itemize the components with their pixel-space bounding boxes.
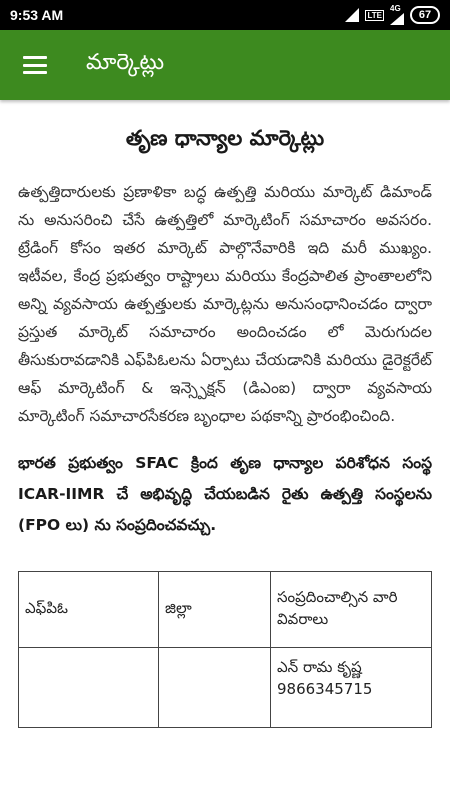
- app-bar: [0, 30, 450, 100]
- battery-level: 67: [418, 9, 432, 21]
- battery-icon: [410, 6, 440, 24]
- network-signal-icon: [390, 5, 404, 25]
- header-contact: సంప్రదించాల్సిన వారి వివరాలు: [271, 572, 432, 648]
- lte-icon: LTE: [367, 10, 382, 20]
- header-district: జిల్లా: [159, 572, 271, 648]
- page-heading: తృణ ధాన్యాల మార్కెట్లు: [125, 126, 325, 150]
- menu-button[interactable]: [0, 30, 70, 100]
- cell-contact: ఎన్ రామ కృష్ణ 9866345715: [271, 648, 432, 728]
- cell-district: [159, 648, 271, 728]
- contact-paragraph: భారత ప్రభుత్వం SFAC క్రింద తృణ ధాన్యాల పరిశోధన సంస్థ ICAR-IIMR చే అభివృద్ధి చేయబడిన రైతు ఉత్పత్తి సంస్థలను (FPO లు) ను సంప్రదించవచ్చు.: [18, 454, 432, 534]
- intro-paragraph: ఉత్పత్తిదారులకు ప్రణాళికా బద్ధ ఉత్పత్తి మరియు మార్కెట్ డిమాండ్ ను అనుసరించి చేసే ఉత్పత్తిలో మార్కెటింగ్ సమాచారం అవసరం. ట్రేడింగ్ కోసం ఇతర మార్కెట్ పాల్గొనేవారికి ఇది మరీ ముఖ్యం. ఇటీవల, కేంద్ర ప్రభుత్వం రాష్ట్రాలు మరియు కేంద్రపాలిత ప్రాంతాలలోని అన్ని వ్యవసాయ ఉత్పత్తులకు మార్కెట్లను అనుసంధానించడం ద్వారా ప్రస్తుత మార్కెట్ సమాచారం అందించడం లో మెరుగుదల తీసుకురావడానికి ఎఫ్‌పిఓలను ఏర్పాటు చేయడానికి మరియు డైరెక్టరేట్ ఆఫ్ మార్కెటింగ్ & ఇన్స్పెక్షన్ (డిఎంఐ) ద్వారా వ్యవసాయ మార్కెటింగ్ సమాచారసేకరణ బృంధాల పథకాన్ని ప్రారంభించింది.: [18, 183, 432, 425]
- cell-fpo: [19, 648, 159, 728]
- fpo-table: [18, 571, 432, 728]
- signal-icon: [345, 8, 359, 22]
- table-header-row: [19, 572, 432, 648]
- status-bar: [0, 0, 450, 30]
- hamburger-menu-icon: [23, 56, 47, 74]
- network-label: 4G: [390, 4, 401, 13]
- status-time: 9:53 AM: [10, 7, 64, 23]
- status-icons: [345, 5, 440, 25]
- header-fpo: ఎఫ్‌పిఓ: [19, 572, 159, 648]
- table-row: [19, 648, 432, 728]
- app-title: మార్కెట్లు: [86, 50, 165, 75]
- content-scroll-area[interactable]: [0, 100, 450, 800]
